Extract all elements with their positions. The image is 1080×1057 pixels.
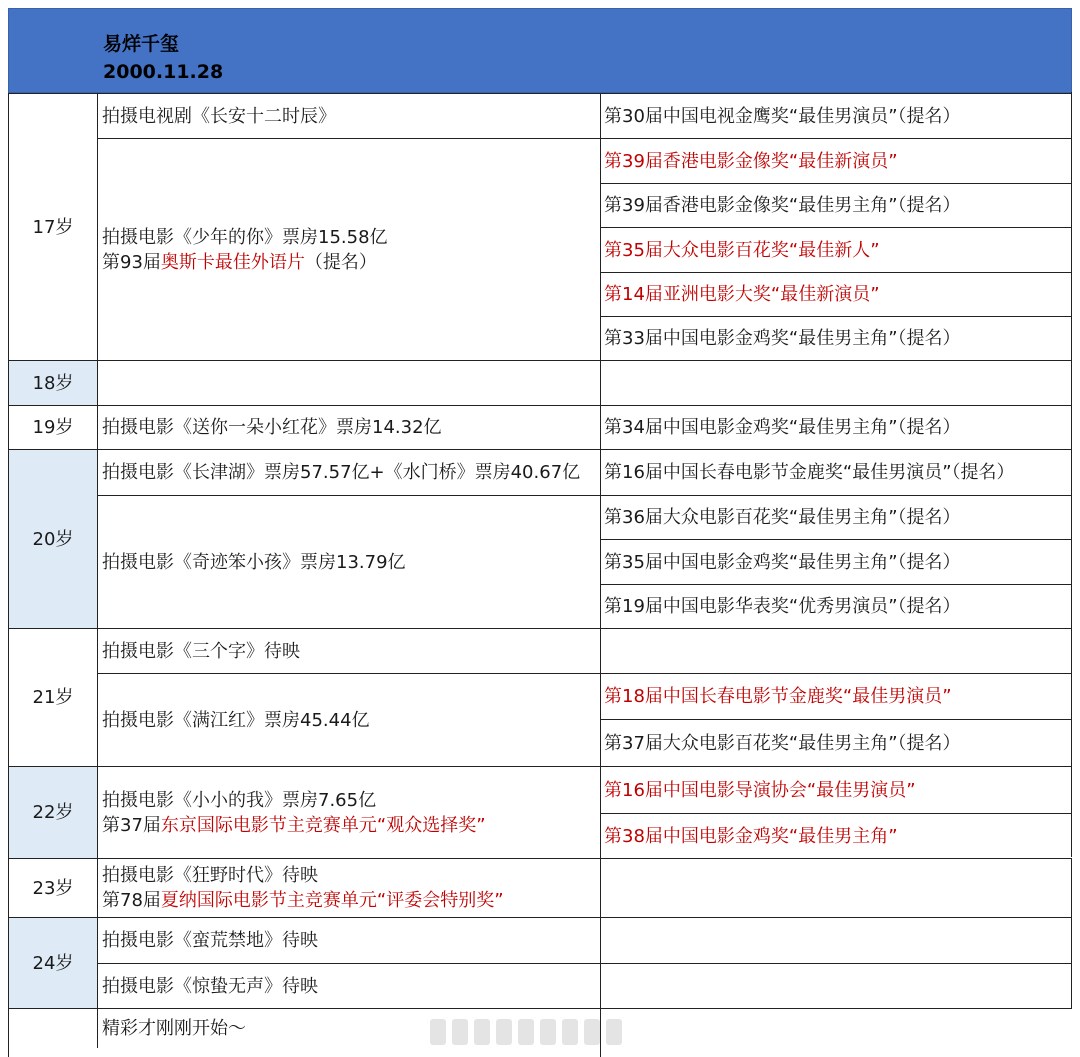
age-cell [8, 1008, 97, 1057]
award-cell: 第39届香港电影金像奖“最佳男主角”（提名） [600, 183, 1072, 227]
award-cell: 第35届中国电影金鸡奖“最佳男主角”（提名） [600, 539, 1072, 584]
award-cell [600, 360, 1072, 405]
award-cell: 第33届中国电影金鸡奖“最佳男主角”（提名） [600, 316, 1072, 360]
award-cell [600, 1008, 1072, 1057]
work-cell: 拍摄电影《三个字》待映 [97, 628, 600, 673]
age-cell: 19岁 [8, 405, 97, 449]
award-cell [600, 858, 1072, 917]
age-cell: 23岁 [8, 858, 97, 917]
award-cell: 第14届亚洲电影大奖“最佳新演员” [600, 272, 1072, 316]
award-cell: 第16届中国电影导演协会“最佳男演员” [600, 766, 1072, 813]
age-cell: 21岁 [8, 628, 97, 766]
timeline-table [8, 0, 1072, 1057]
award-cell: 第16届中国长春电影节金鹿奖“最佳男演员”（提名） [600, 449, 1072, 495]
work-cell: 拍摄电影《狂野时代》待映 第78届夏纳国际电影节主竞赛单元“评委会特别奖” [97, 858, 600, 917]
work-cell: 拍摄电视剧《长安十二时辰》 [97, 93, 600, 138]
award-cell: 第37届大众电影百花奖“最佳男主角”（提名） [600, 719, 1072, 766]
award-cell: 第18届中国长春电影节金鹿奖“最佳男演员” [600, 673, 1072, 719]
birth-date: 2000.11.28 [103, 61, 224, 83]
work-cell: 拍摄电影《小小的我》票房7.65亿 第37届东京国际电影节主竞赛单元“观众选择奖” [97, 766, 600, 858]
work-cell: 精彩才刚刚开始～ [97, 1008, 600, 1048]
award-cell: 第19届中国电影华表奖“优秀男演员”（提名） [600, 584, 1072, 628]
age-cell: 20岁 [8, 449, 97, 628]
award-cell: 第35届大众电影百花奖“最佳新人” [600, 227, 1072, 272]
work-cell: 拍摄电影《惊蛰无声》待映 [97, 963, 600, 1008]
work-cell: 拍摄电影《送你一朵小红花》票房14.32亿 [97, 405, 600, 449]
award-cell [600, 917, 1072, 963]
work-cell: 拍摄电影《长津湖》票房57.57亿+《水门桥》票房40.67亿 [97, 449, 600, 495]
age-cell: 24岁 [8, 917, 97, 1008]
award-cell: 第30届中国电视金鹰奖“最佳男演员”（提名） [600, 93, 1072, 138]
work-cell: 拍摄电影《少年的你》票房15.58亿 第93届奥斯卡最佳外语片（提名） [97, 138, 600, 360]
award-cell: 第39届香港电影金像奖“最佳新演员” [600, 138, 1072, 183]
age-cell: 18岁 [8, 360, 97, 405]
award-cell: 第34届中国电影金鸡奖“最佳男主角”（提名） [600, 405, 1072, 449]
work-cell: 拍摄电影《蛮荒禁地》待映 [97, 917, 600, 963]
work-cell: 拍摄电影《奇迹笨小孩》票房13.79亿 [97, 495, 600, 628]
watermark [430, 1015, 640, 1049]
age-cell: 22岁 [8, 766, 97, 858]
award-cell [600, 628, 1072, 673]
work-cell [97, 360, 600, 405]
work-cell: 拍摄电影《满江红》票房45.44亿 [97, 673, 600, 766]
award-cell: 第36届大众电影百花奖“最佳男主角”（提名） [600, 495, 1072, 539]
age-cell: 17岁 [8, 93, 97, 360]
person-name: 易烊千玺 [103, 33, 180, 55]
award-cell [600, 963, 1072, 1008]
award-cell: 第38届中国电影金鸡奖“最佳男主角” [600, 813, 1072, 858]
